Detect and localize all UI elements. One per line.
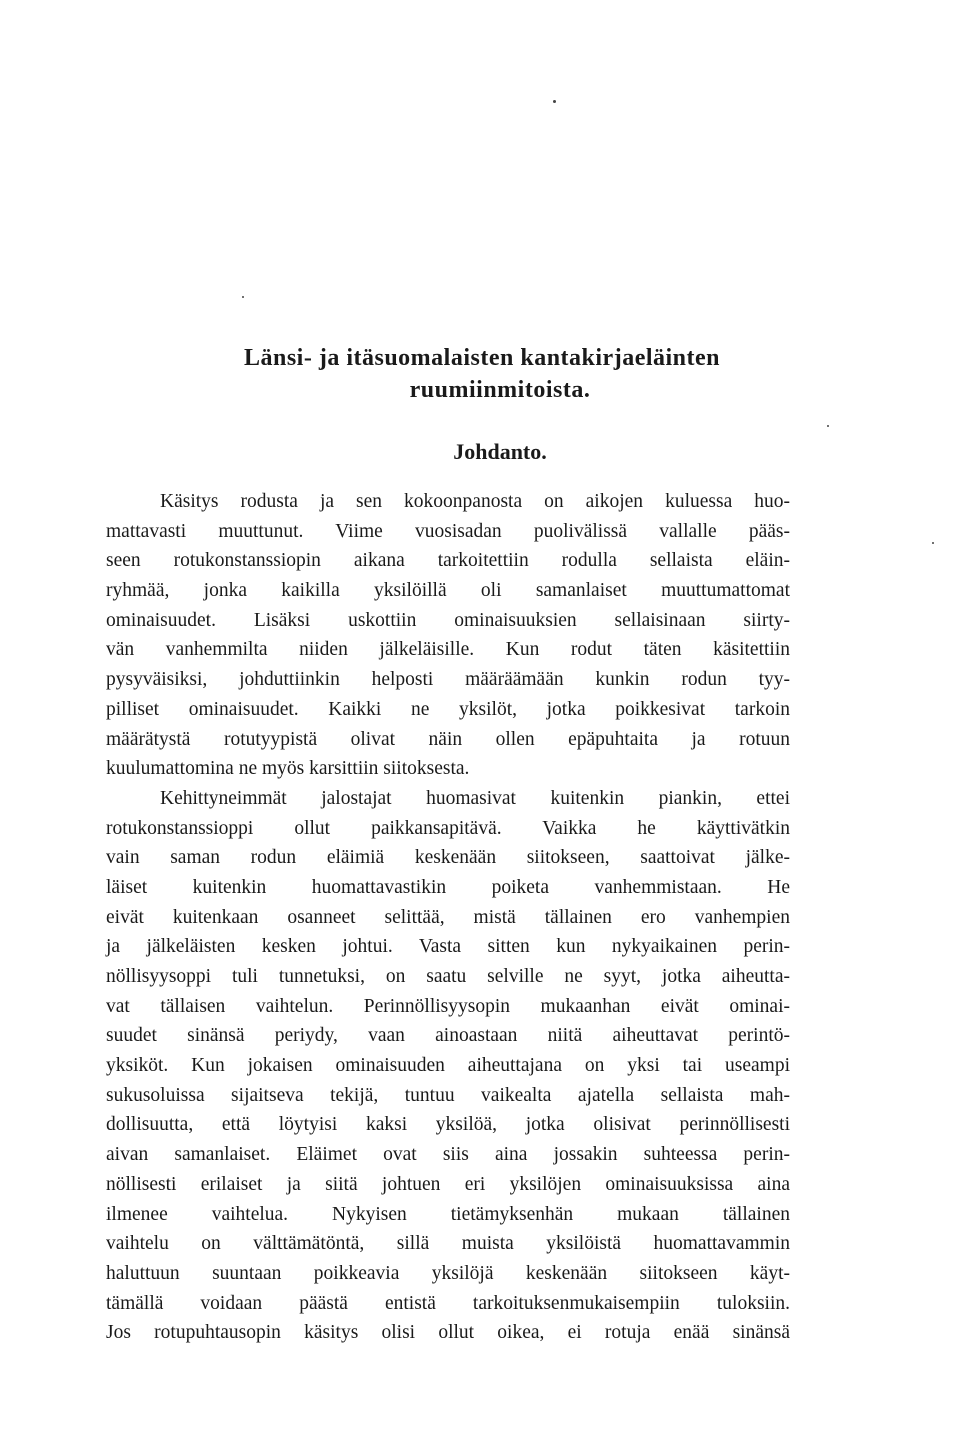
text-line: pilliset ominaisuudet. Kaikki ne yksilöt, jotka poikkesivat tarkoin — [106, 698, 790, 720]
text-line: ominaisuudet. Lisäksi uskottiin ominaisuuksien sellaisinaan siirty- — [106, 609, 790, 631]
text-line: aivan samanlaiset. Eläimet ovat siis aina jossakin suhteessa perin- — [106, 1144, 790, 1166]
body-text — [106, 487, 790, 1348]
scan-speck — [932, 542, 934, 544]
text-line: vän vanhemmilta niiden jälkeläisille. Kun rodut täten käsitettiin — [106, 639, 790, 661]
text-line: sukusoluissa sijaitseva tekijä, tuntuu vaikealta ajatella sellaista mah- — [106, 1084, 790, 1106]
text-line: ja jälkeläisten kesken johtui. Vasta sitten kun nykyaikainen perin- — [106, 936, 790, 958]
scan-speck — [553, 100, 556, 103]
text-line: Jos rotupuhtausopin käsitys olisi ollut oikea, ei rotuja enää sinänsä — [106, 1322, 790, 1344]
text-line: mattavasti muuttunut. Viime vuosisadan puolivälissä vallalle pääs- — [106, 520, 790, 542]
text-line: yksiköt. Kun jokaisen ominaisuuden aiheuttajana on yksi tai useampi — [106, 1055, 790, 1077]
text-line: tämällä voidaan päästä entistä tarkoituksenmukaisempiin tuloksiin. — [106, 1292, 790, 1314]
text-line: rotukonstanssioppi ollut paikkansapitävä. Vaikka he käyttivätkin — [106, 817, 790, 839]
text-line: ilmenee vaihtelua. Nykyisen tietämyksenhän mukaan tällainen — [106, 1203, 790, 1225]
text-line: kuulumattomina ne myös karsittiin siitoksesta. — [106, 758, 470, 780]
text-line: dollisuutta, että löytyisi kaksi yksilöä, jotka olisivat perinnöllisesti — [106, 1114, 790, 1136]
document-title-line-2: ruumiinmitoista. — [409, 377, 591, 403]
text-line: nöllisesti erilaiset ja siitä johtuen eri yksilöjen ominaisuuksissa aina — [106, 1173, 790, 1195]
text-line: nöllisyysoppi tuli tunnetuksi, on saatu selville ne syyt, jotka aiheutta- — [106, 966, 790, 987]
scan-speck — [827, 425, 829, 427]
text-line: Kehittyneimmät jalostajat huomasivat kuitenkin piankin, ettei — [160, 787, 790, 809]
document-title-line-1: Länsi- ja itäsuomalaisten kantakirjaeläinten — [243, 345, 721, 371]
text-line: määrätystä rotutyypistä olivat näin ollen epäpuhtaita ja rotuun — [106, 728, 790, 750]
text-line: vaihtelu on välttämätöntä, sillä muista yksilöistä huomattavammin — [106, 1233, 790, 1255]
section-heading: Johdanto. — [453, 439, 547, 464]
text-line: vain saman rodun eläimiä keskenään siitokseen, saattoivat jälke- — [106, 847, 790, 869]
text-line: läiset kuitenkin huomattavastikin poiketa vanhemmistaan. He — [106, 876, 790, 898]
text-line: vat tällaisen vaihtelun. Perinnöllisyysopin mukaanhan eivät ominai- — [106, 995, 790, 1017]
text-line: Käsitys rodusta ja sen kokoonpanosta on aikojen kuluessa huo- — [160, 491, 790, 512]
text-line: haluttuun suuntaan poikkeavia yksilöjä keskenään siitokseen käyt- — [106, 1262, 790, 1284]
text-line: suudet sinänsä periydy, vaan ainoastaan niitä aiheuttavat perintö- — [106, 1025, 790, 1047]
scan-speck — [242, 296, 244, 298]
text-line: eivät kuitenkaan osanneet selittää, mistä tällainen ero vanhempien — [106, 906, 790, 928]
text-line: ryhmää, jonka kaikilla yksilöillä oli samanlaiset muuttumattomat — [106, 580, 790, 602]
text-line: pysyväisiksi, johduttiinkin helposti määräämään kunkin rodun tyy- — [106, 669, 790, 691]
text-line: seen rotukonstanssiopin aikana tarkoitettiin rodulla sellaista eläin- — [106, 550, 790, 572]
